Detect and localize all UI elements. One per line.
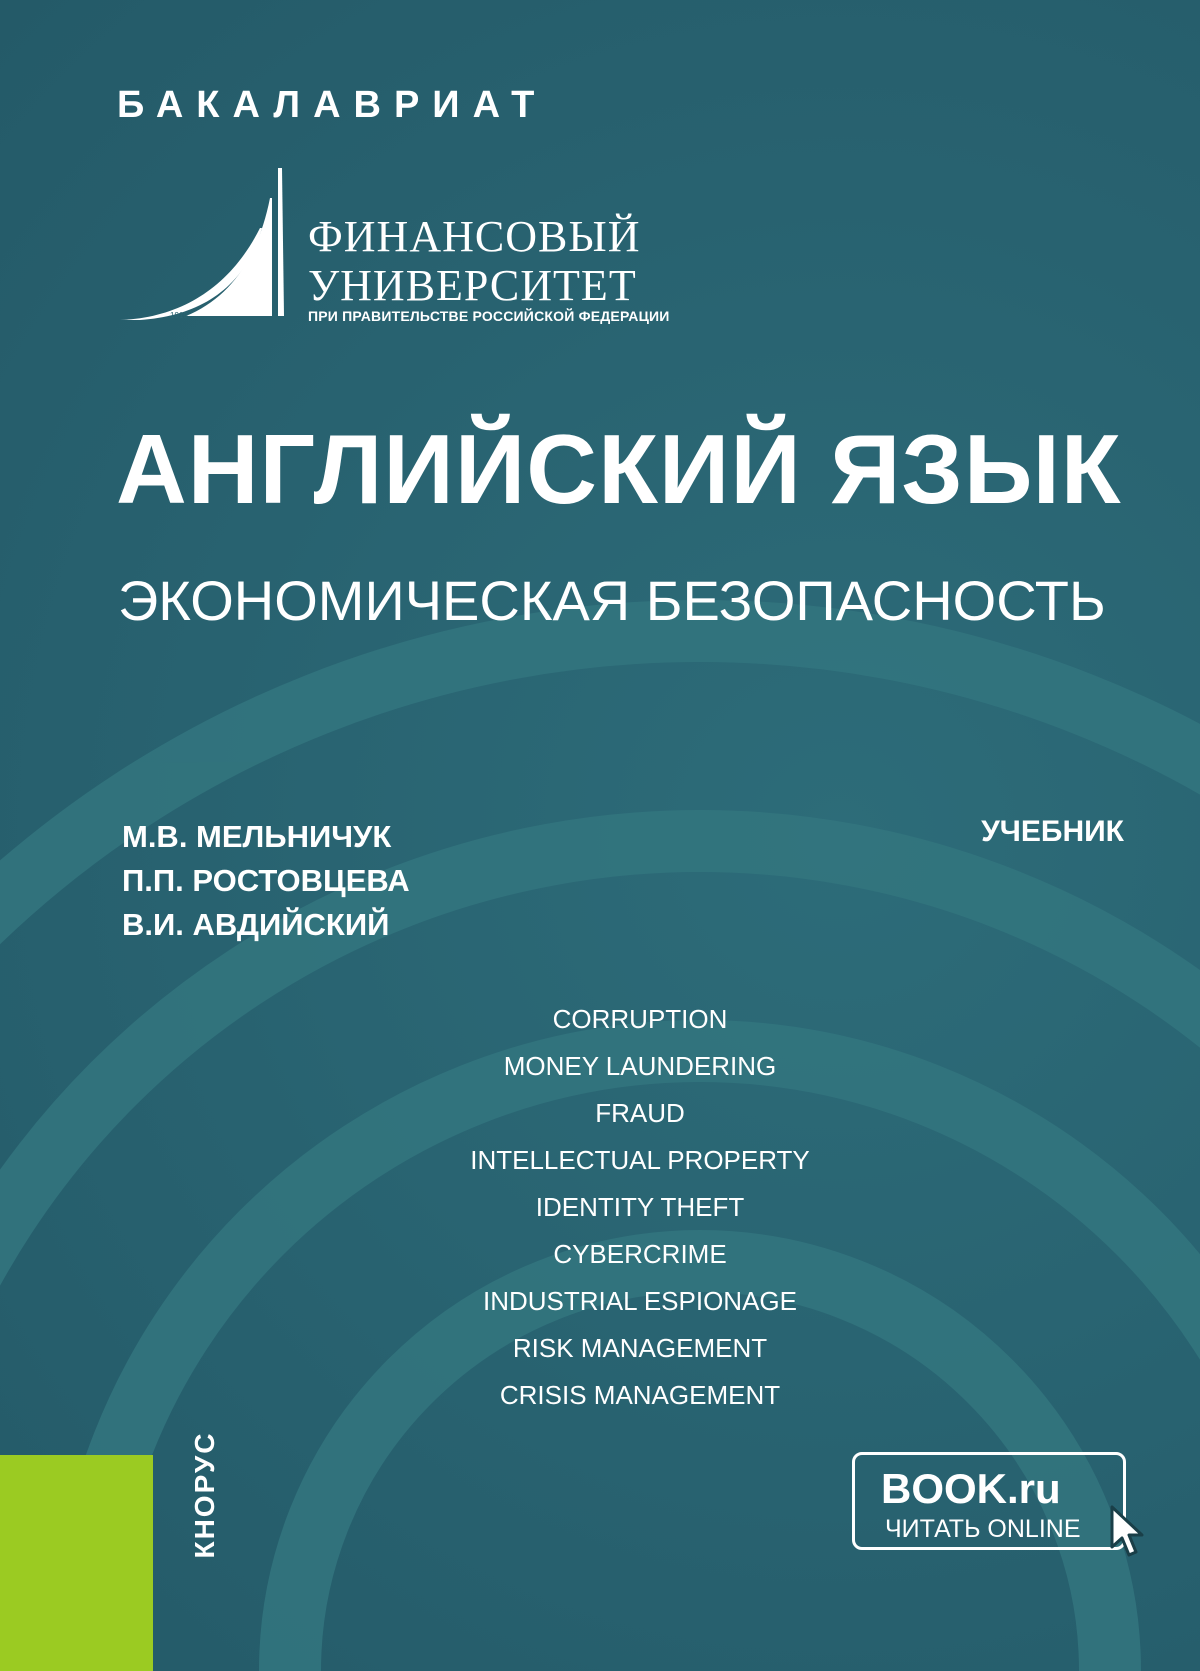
topic-item: CORRUPTION (552, 1004, 728, 1034)
read-online-label: ЧИТАТЬ ONLINE (885, 1515, 1081, 1543)
topics-list (440, 996, 840, 1419)
topic-item: INTELLECTUAL PROPERTY (470, 1145, 810, 1175)
topic-item: FRAUD (595, 1098, 685, 1128)
topic-item: RISK MANAGEMENT (512, 1333, 768, 1363)
book-subtitle: ЭКОНОМИЧЕСКАЯ БЕЗОПАСНОСТЬ (118, 569, 1106, 632)
publisher-logo (175, 1420, 235, 1570)
book-ru-badge[interactable] (852, 1452, 1126, 1550)
university-name (308, 212, 640, 310)
book-ru-name: BOOK.ru (881, 1465, 1061, 1512)
publisher-name: КНОРУС (189, 1431, 220, 1559)
topic-item: CRISIS MANAGEMENT (499, 1380, 781, 1410)
university-subline: ПРИ ПРАВИТЕЛЬСТВЕ РОССИЙСКОЙ ФЕДЕРАЦИИ (308, 308, 670, 324)
author: М.В. МЕЛЬНИЧУК (122, 819, 392, 854)
author: П.П. РОСТОВЦЕВА (122, 863, 410, 898)
authors-list (122, 815, 410, 947)
cursor-arrow-icon (1108, 1505, 1150, 1563)
topic-item: MONEY LAUNDERING (503, 1051, 777, 1081)
university-logo (120, 168, 680, 328)
book-title: АНГЛИЙСКИЙ ЯЗЫК (116, 414, 1122, 524)
university-name-line1: ФИНАНСОВЫЙ (308, 212, 641, 261)
university-name-line2: УНИВЕРСИТЕТ (308, 261, 637, 310)
topic-item: CYBERCRIME (553, 1239, 727, 1269)
green-accent-block (0, 1455, 153, 1671)
sail-logo-icon (120, 168, 300, 328)
book-type: УЧЕБНИК (981, 815, 1124, 848)
logo-year: 1919 (170, 311, 188, 320)
series-label: БАКАЛАВРИАТ (117, 84, 548, 126)
topic-item: INDUSTRIAL ESPIONAGE (483, 1286, 797, 1316)
author: В.И. АВДИЙСКИЙ (122, 907, 390, 942)
topic-item: IDENTITY THEFT (535, 1192, 745, 1222)
